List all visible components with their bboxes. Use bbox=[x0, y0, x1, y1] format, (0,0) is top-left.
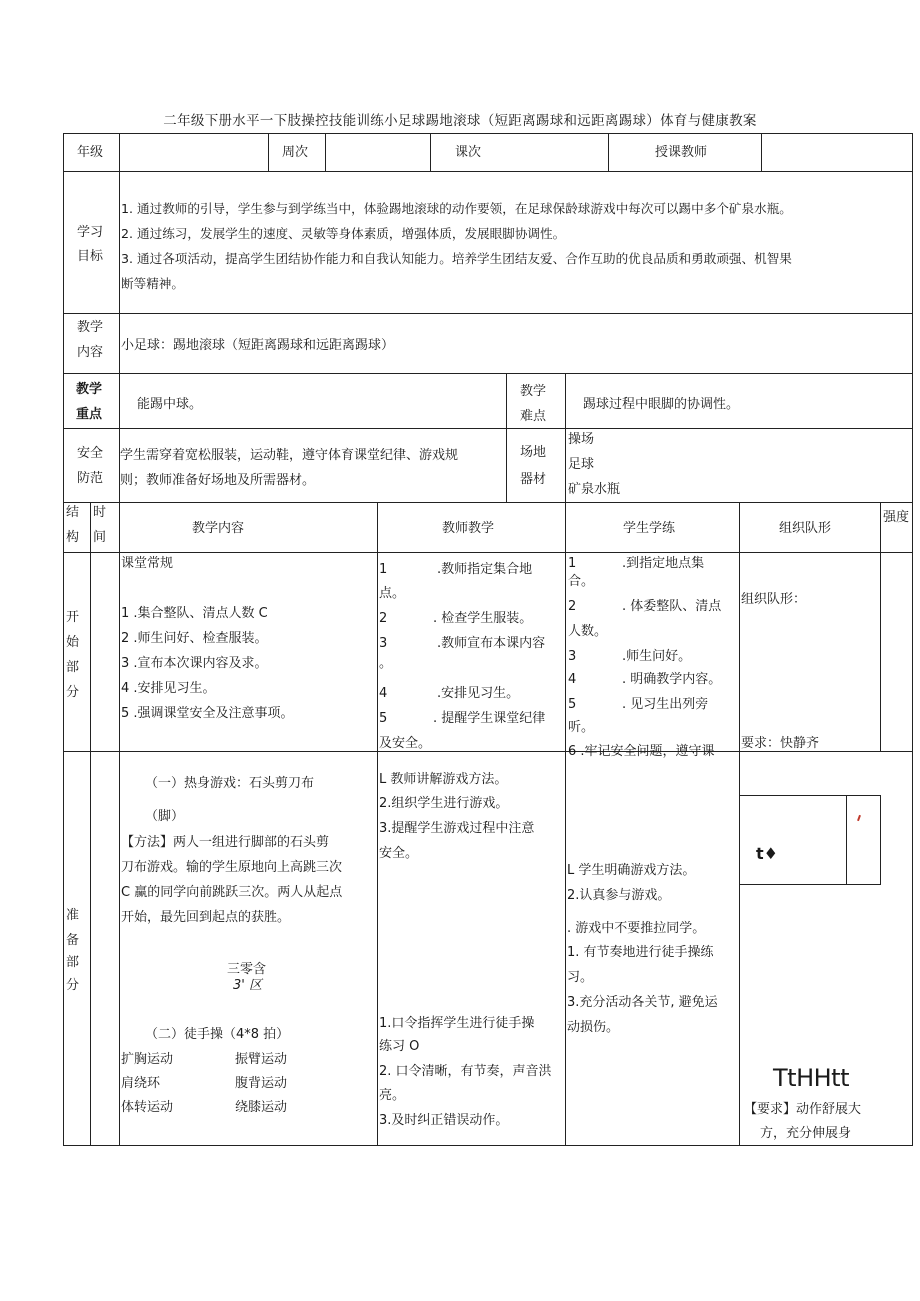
col-header-time: 间 bbox=[93, 530, 107, 545]
student-step: 人数。 bbox=[568, 624, 608, 639]
student-line: 3.充分活动各关节, 避免运 bbox=[567, 995, 718, 1010]
keypoint-label: 教学 bbox=[76, 382, 103, 397]
col-divider bbox=[119, 133, 120, 553]
teacher-step: .教师宣布本课内容 bbox=[437, 636, 546, 651]
row-divider bbox=[63, 313, 913, 314]
venue-item: 操场 bbox=[568, 432, 595, 447]
venue-label: 器材 bbox=[520, 472, 547, 487]
student-step: . 明确教学内容。 bbox=[622, 672, 722, 687]
method-line: 【方法】两人一组进行脚部的石头剪 bbox=[121, 835, 330, 850]
teacher-step-number: 1 bbox=[379, 562, 388, 577]
student-line: 2.认真参与游戏。 bbox=[567, 888, 671, 903]
col-divider bbox=[880, 795, 881, 885]
col-divider bbox=[90, 502, 91, 1146]
student-step: . 见习生出列旁 bbox=[622, 697, 709, 712]
start-part-label: 始 bbox=[66, 635, 80, 650]
student-line: L 学生明确游戏方法。 bbox=[567, 863, 696, 878]
org-divider bbox=[739, 795, 881, 796]
student-step: .师生问好。 bbox=[622, 649, 692, 664]
start-content-item: 4 .安排见习生。 bbox=[121, 681, 216, 696]
row-divider bbox=[63, 171, 913, 172]
red-mark-icon bbox=[857, 815, 861, 821]
col-header-student: 学生学练 bbox=[623, 521, 676, 536]
teacher-line: 亮。 bbox=[379, 1088, 406, 1103]
venue-item: 足球 bbox=[568, 457, 595, 472]
row-divider bbox=[63, 428, 913, 429]
row-divider bbox=[63, 502, 913, 503]
safety-text: 学生需穿着宽松服装，运动鞋，遵守体育课堂纪律、游戏规 bbox=[120, 448, 459, 463]
col-divider bbox=[565, 502, 566, 1146]
content-label: 教学 bbox=[77, 320, 104, 335]
start-content-item: 2 .师生问好、检查服装。 bbox=[121, 631, 268, 646]
start-organization: 组织队形： bbox=[741, 592, 807, 607]
teacher-step-number: 2 bbox=[379, 611, 388, 626]
start-content-item: 3 .宣布本次课内容及求。 bbox=[121, 656, 268, 671]
goal-line: 3. 通过各项活动，提高学生团结协作能力和自我认知能力。培养学生团结友爱、合作互助的优良品质和勇敢顽强、机智果 bbox=[121, 251, 792, 266]
goal-line: 1. 通过教师的引导，学生参与到学练当中，体验踢地滚球的动作要领，在足球保龄球游戏中每次可以踢中多个矿泉水瓶。 bbox=[121, 201, 792, 216]
col-divider bbox=[846, 795, 847, 885]
figure-caption: 3' 区 bbox=[233, 978, 262, 993]
teacher-line: 2.组织学生进行游戏。 bbox=[379, 796, 509, 811]
exercise-item: 体转运动 bbox=[121, 1100, 174, 1115]
student-step-number: 5 bbox=[568, 697, 577, 712]
teacher-line: 3.提醒学生游戏过程中注意 bbox=[379, 821, 535, 836]
student-step: 听。 bbox=[568, 720, 595, 735]
student-line: 习。 bbox=[567, 970, 594, 985]
exercise-item: 绕膝运动 bbox=[235, 1100, 288, 1115]
figure-caption: 三零含 bbox=[227, 962, 267, 977]
teacher-line: 2. 口令清晰，有节奏，声音洪 bbox=[379, 1064, 552, 1079]
method-line: C 赢的同学向前跳跃三次。两人从起点 bbox=[121, 885, 343, 900]
venue-item: 矿泉水瓶 bbox=[568, 482, 621, 497]
student-step: 合。 bbox=[568, 574, 595, 589]
content-label: 内容 bbox=[77, 345, 104, 360]
teacher-step: . 检查学生服装。 bbox=[433, 611, 533, 626]
student-step: 6 .牢记安全问题，遵守课 bbox=[568, 744, 715, 759]
keypoint-text: 能踢中球。 bbox=[137, 397, 203, 412]
week-label: 周次 bbox=[282, 145, 309, 160]
teacher-step: . 提醒学生课堂纪律 bbox=[433, 711, 546, 726]
col-divider bbox=[565, 373, 566, 503]
col-header-time: 时 bbox=[93, 505, 107, 520]
game-title-cont: （脚） bbox=[145, 809, 185, 824]
prep-part-label: 准 bbox=[66, 908, 80, 923]
col-divider bbox=[377, 502, 378, 1146]
col-header-intensity: 强度 bbox=[883, 510, 910, 525]
goals-label: 学习 bbox=[77, 225, 104, 240]
col-divider bbox=[506, 373, 507, 503]
col-divider bbox=[880, 502, 881, 752]
student-line: 1. 有节奏地进行徒手操练 bbox=[567, 945, 714, 960]
row-divider bbox=[63, 373, 913, 374]
teacher-step: 点。 bbox=[379, 586, 406, 601]
start-part-label: 分 bbox=[66, 685, 80, 700]
col-divider bbox=[739, 502, 740, 1146]
teacher-line: 3.及时纠正错误动作。 bbox=[379, 1113, 509, 1128]
teacher-step: 及安全。 bbox=[379, 736, 432, 751]
col-divider bbox=[268, 133, 269, 172]
org-divider bbox=[739, 884, 881, 885]
col-header-structure: 结 bbox=[66, 505, 80, 520]
teacher-step: 。 bbox=[379, 656, 393, 671]
col-header-organization: 组织队形 bbox=[779, 521, 832, 536]
org-formation: TtHHtt bbox=[773, 1064, 849, 1092]
safety-text: 则；教师准备好场地及所需器材。 bbox=[120, 473, 316, 488]
col-divider bbox=[761, 133, 762, 172]
teacher-step-number: 3 bbox=[379, 636, 388, 651]
safety-label: 防范 bbox=[77, 471, 104, 486]
table-border-left bbox=[63, 133, 64, 1146]
student-step-number: 3 bbox=[568, 649, 577, 664]
goals-label: 目标 bbox=[77, 249, 104, 264]
teacher-line: L 教师讲解游戏方法。 bbox=[379, 772, 508, 787]
difficulty-label: 难点 bbox=[520, 409, 547, 424]
col-divider bbox=[430, 133, 431, 172]
start-part-label: 部 bbox=[66, 660, 80, 675]
col-header-teacher: 教师教学 bbox=[442, 521, 495, 536]
student-line: 动损伤。 bbox=[567, 1020, 620, 1035]
student-step-clipped bbox=[566, 738, 738, 759]
teacher-step-number: 4 bbox=[379, 686, 388, 701]
teacher-step-number: 5 bbox=[379, 711, 388, 726]
teacher-label: 授课教师 bbox=[655, 145, 708, 160]
page-title: 二年级下册水平一下肢操控技能训练小足球踢地滚球（短距离踢球和远距离踢球）体育与健康教案 bbox=[163, 113, 757, 129]
exercise-item: 腹背运动 bbox=[235, 1076, 288, 1091]
keypoint-label: 重点 bbox=[76, 407, 103, 422]
grade-label: 年级 bbox=[77, 145, 104, 160]
student-step: .到指定地点集 bbox=[622, 556, 705, 571]
col-divider bbox=[325, 133, 326, 172]
org-requirement: 方，充分伸展身 bbox=[760, 1126, 852, 1141]
student-line: . 游戏中不要推拉同学。 bbox=[567, 921, 706, 936]
teacher-line: 练习 O bbox=[379, 1039, 420, 1054]
col-divider bbox=[608, 133, 609, 172]
teacher-step: .安排见习生。 bbox=[437, 686, 520, 701]
student-step-number: 4 bbox=[568, 672, 577, 687]
table-border-top bbox=[63, 133, 913, 134]
teacher-step: .教师指定集合地 bbox=[437, 562, 533, 577]
start-requirement: 要求：快静齐 bbox=[741, 736, 820, 751]
lesson-label: 课次 bbox=[455, 145, 482, 160]
content-text: 小足球：踢地滚球（短距离踢球和远距离踢球） bbox=[121, 338, 395, 353]
student-step-number: 1 bbox=[568, 556, 577, 571]
exercise-item: 振臂运动 bbox=[235, 1052, 288, 1067]
method-line: 开始，最先回到起点的获胜。 bbox=[121, 910, 291, 925]
row-divider bbox=[63, 552, 913, 553]
exercise-item: 肩绕环 bbox=[121, 1076, 161, 1091]
col-header-content: 教学内容 bbox=[192, 521, 245, 536]
exercise-item: 扩胸运动 bbox=[121, 1052, 174, 1067]
safety-label: 安全 bbox=[77, 446, 104, 461]
teacher-line: 安全。 bbox=[379, 846, 419, 861]
start-content-item: 1 .集合整队、清点人数 C bbox=[121, 606, 268, 621]
prep-part-label: 分 bbox=[66, 978, 80, 993]
org-requirement: 【要求】动作舒展大 bbox=[744, 1102, 862, 1117]
student-step: . 体委整队、清点 bbox=[622, 599, 722, 614]
table-border-bottom bbox=[63, 1145, 913, 1146]
game-title: （一）热身游戏：石头剪刀布 bbox=[145, 776, 315, 791]
goal-line: 2. 通过练习，发展学生的速度、灵敏等身体素质，增强体质，发展眼脚协调性。 bbox=[121, 226, 566, 241]
goal-line: 断等精神。 bbox=[121, 276, 184, 291]
method-line: 刀布游戏。输的学生原地向上高跳三次 bbox=[121, 860, 343, 875]
org-symbol: t♦ bbox=[756, 844, 778, 863]
difficulty-label: 教学 bbox=[520, 384, 547, 399]
prep-part-label: 部 bbox=[66, 955, 80, 970]
table-border-right bbox=[912, 133, 913, 1146]
difficulty-text: 踢球过程中眼脚的协调性。 bbox=[583, 397, 740, 412]
teacher-line: 1.口令指挥学生进行徒手操 bbox=[379, 1016, 535, 1031]
venue-label: 场地 bbox=[520, 445, 547, 460]
exercise-title: （二）徒手操（4*8 拍） bbox=[145, 1027, 290, 1042]
start-content-item: 5 .强调课堂安全及注意事项。 bbox=[121, 706, 294, 721]
col-divider bbox=[119, 502, 120, 1146]
student-step-number: 2 bbox=[568, 599, 577, 614]
start-part-label: 开 bbox=[66, 610, 80, 625]
col-header-structure: 构 bbox=[66, 530, 80, 545]
prep-part-label: 备 bbox=[66, 933, 80, 948]
start-content-title: 课堂常规 bbox=[121, 556, 174, 571]
